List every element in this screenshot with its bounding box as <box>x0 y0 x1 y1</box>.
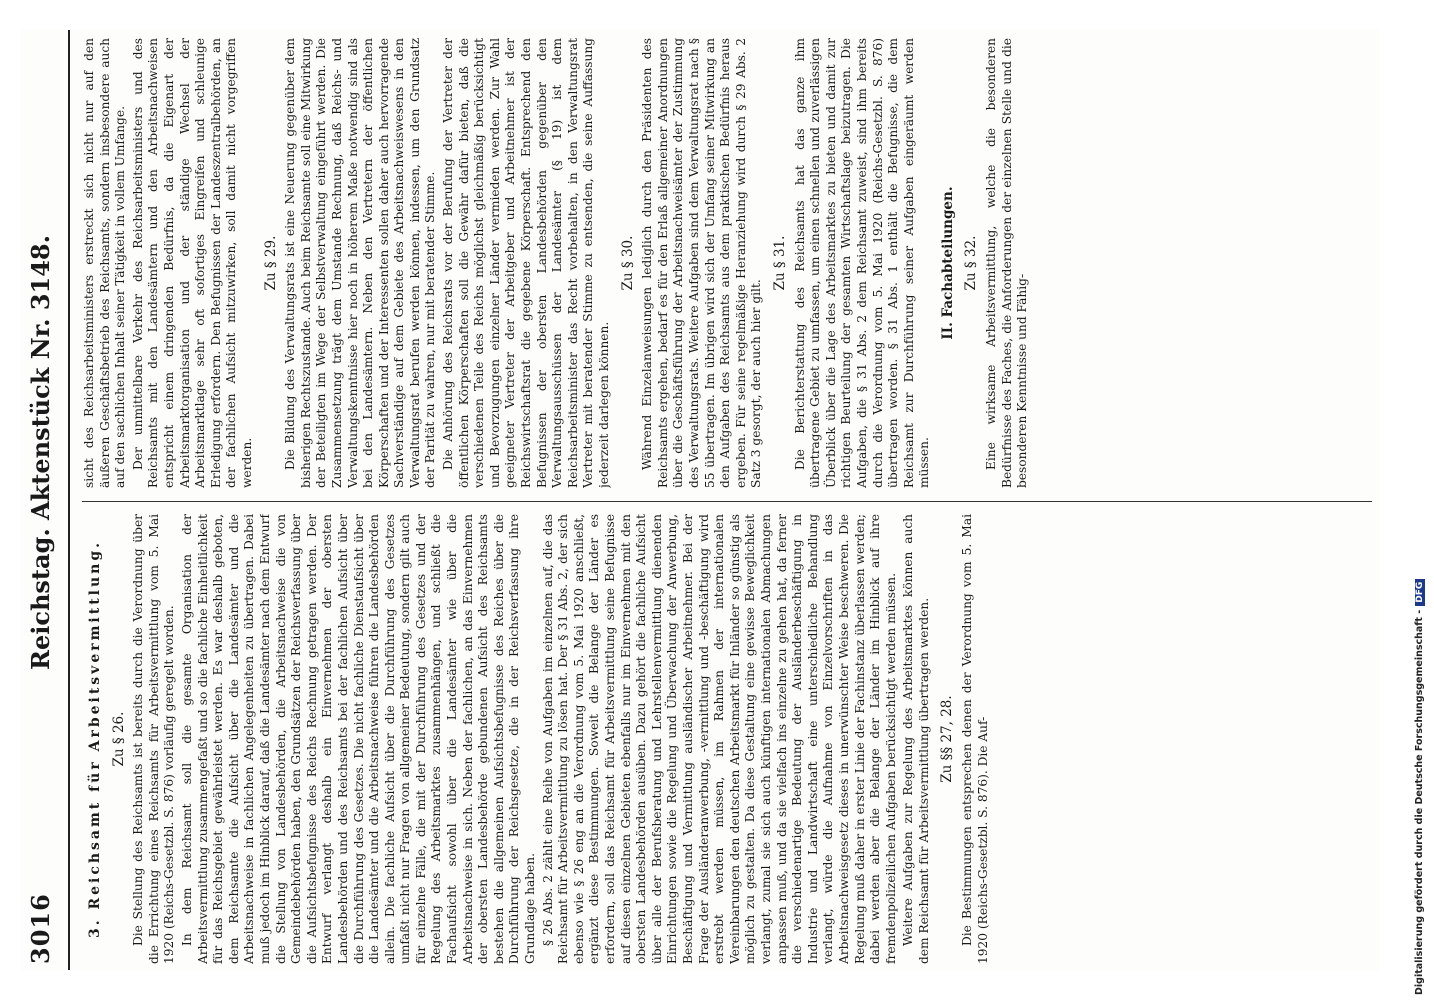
paragraph: Die Bestimmungen entsprechen denen der Verordnung vom 5. Mai 1920 (Reichs-Gesetzbl. S. 876). Die Auf- <box>960 514 990 964</box>
heading-par-26: Zu § 26. <box>110 711 127 767</box>
paragraph: Die Anhörung des Reichsrats vor der Berufung der Vertreter der öffentlichen Körperschaften soll die Gewähr dafür bieten, daß die verschiedenen Teile des Reichs möglichst gleichmäßig berücksichtigt und Bevorzugungen einzelner Länder vermieden werden. Zur Wahl geeigneter Vertreter der Arbeitgeber und Arbeitnehmer ist der Reichswirtschaftsrat die gegebene Körperschaft. Entsprechend den Befugnissen der obersten Landesbehörden gegenüber den Verwaltungsausschüssen der Landesämter (§ 19) ist dem Reichsarbeitsminister das Recht vorbehalten, in den Verwaltungsrat Vertreter mit beratender Stimme zu entsenden, die seine Auffassung jederzeit darlegen können. <box>441 38 611 488</box>
paragraph: Während Einzelanweisungen lediglich durch den Präsidenten des Reichsamts ergehen, bedarf es für den Erlaß allgemeiner Anordnungen über die Geschäftsführung der Arbeitsnachweisämter der Zustimmung des Verwaltungsrats. Weitere Aufgaben sind dem Verwaltungsrat nach § 55 übertragen. Im übrigen wird sich der Umfang seiner Mitwirkung an den Aufgaben des Reichsamts aus dem praktischen Bedürfnis heraus ergeben. Für seine regelmäßige Heranziehung wird durch § 29 Abs. 2 Satz 3 gesorgt, der auch hier gilt. <box>640 38 764 488</box>
page-number: 3016 <box>26 893 55 964</box>
paragraph: In dem Reichsamt soll die gesamte Organisation der Arbeitsvermittlung zusammengefaßt und so die fachliche Einheitlichkeit für das Reichsgebiet gewährleistet werden. Es war deshalb geboten, dem Reichsamte die Aufsicht über die Landesämter und die Arbeitsnachweise in fachlichen Angelegenheiten zu übertragen. Dabei muß jedoch im Hinblick darauf, daß die Landesämter nach dem Entwurf die Stellung von Landesbehörden, die Arbeitsnachweise die von Gemeindebehörden haben, den Grundsätzen der Reichsverfassung über die Aufsichtsbefugnisse des Reichs Rechnung getragen werden. Der Entwurf verlangt deshalb ein Einvernehmen der obersten Landesbehörden und des Reichsamts bei der fachlichen Aufsicht über die Durchführung des Gesetzes. Die nicht fachliche Dienstaufsicht über die Landesämter und die Arbeitsnachweise führen die Landesbehörden allein. Die fachliche Aufsicht über die Durchführung des Gesetzes umfaßt nicht nur Fragen von allgemeiner Bedeutung, sondern gilt auch für einzelne Fälle, die mit der Durchführung des Gesetzes und der Regelung des Arbeitsmarktes zusammenhängen, und schließt die Fachaufsicht sowohl über die Landesämter wie über die Arbeitsnachweise in sich. Neben der fachlichen, an das Einvernehmen der obersten Landesbehörde gebundenen Aufsicht des Reichsamts bestehen die allgemeinen Aufsichtsbefugnisse des Reiches über die Durchführung der Reichsgesetze, die in der Reichsverfassung ihre Grundlage haben. <box>179 514 538 964</box>
heading-par-32: Zu § 32. <box>963 235 980 291</box>
section-heading-ii: II. Fachabteilungen. <box>939 186 956 340</box>
page-header <box>20 30 70 970</box>
paragraph: Eine wirksame Arbeitsvermittlung, welche die besonderen Bedürfnisse des Faches, die Anforderungen der einzelnen Stelle und die besonderen Kenntnisse und Fähig- <box>984 38 1030 488</box>
dfg-logo: DFG <box>1415 579 1425 606</box>
column-divider <box>82 501 1372 502</box>
paragraph: Die Bildung des Verwaltungsrats ist eine Neuerung gegenüber dem bisherigen Rechtszustande. Auch beim Reichsamte soll eine Mitwirkung der Beteiligten im Wege der Selbstverwaltung eingeführt werden. Die Zusammensetzung trägt dem Umstande Rechnung, daß Reichs- und Verwaltungskenntnisse hier noch in höherem Maße notwendig sind als bei den Landesämtern. Neben den Vertretern der öffentlichen Körperschaften und der Interessenten sollen daher auch hervorragende Sachverständige auf dem Gebiete des Arbeitsnachweiswesens in den Verwaltungsrat berufen werden können, indessen, um den Grundsatz der Parität zu wahren, nur mit beratender Stimme. <box>283 38 438 488</box>
paragraph: Der unmittelbare Verkehr des Reichsarbeitsministers und des Reichsamts mit den Landesämtern und den Arbeitsnachweisen entspricht einem dringenden Bedürfnis, da die Eigenart der Arbeitsmarktorganisation und der ständige Wechsel der Arbeitsmarktlage sehr oft sofortiges Eingreifen und schleunige Erledigung erfordern. Den Befugnissen der Landeszentralbehörden, an der fachlichen Aufsicht mitzuwirken, soll damit nicht vorgegriffen werden. <box>130 38 254 488</box>
paragraph: sicht des Reichsarbeitsministers erstreckt sich nicht nur auf den äußeren Geschäftsbetrieb des Reichsamts, sondern insbesondere auch auf den sachlichen Inhalt seiner Tätigkeit in vollem Umfange. <box>82 38 128 488</box>
right-column <box>82 38 1372 488</box>
credit-text: Digitalisierung gefördert durch die Deutsche Forschungsgemeinschaft - <box>1414 609 1425 995</box>
heading-par-30: Zu § 30. <box>619 235 636 291</box>
paragraph: Die Stellung des Reichsamts ist bereits durch die Verordnung über die Errichtung eines Reichsamts für Arbeitsvermittlung vom 5. Mai 1920 (Reichs-Gesetzbl. S. 876) vorläufig geregelt worden. <box>131 514 177 964</box>
document-page <box>20 30 1380 970</box>
paragraph: Die Berichterstattung des Reichsamts hat das ganze ihm übertragene Gebiet zu umfassen, um einen schnellen und zuverlässigen Überblick über die Lage des Arbeitsmarktes zu bieten und damit zur richtigen Beurteilung der gesamten Wirtschaftslage beizutragen. Die Aufgaben, die § 31 Abs. 2 dem Reichsamt zuweist, sind ihm bereits durch die Verordnung vom 5. Mai 1920 (Reichs-Gesetzbl. S. 876) übertragen worden. § 31 Abs. 1 enthält die Befugnisse, die dem Reichsamt zur Durchführung seiner Aufgaben eingeräumt werden müssen. <box>792 38 932 488</box>
digitization-credit <box>1414 5 1425 995</box>
heading-par-31: Zu § 31. <box>771 235 788 291</box>
page-title: Reichstag. Aktenstück Nr. 3148. <box>26 235 55 670</box>
section-title: 3. Reichsamt für Arbeitsvermittlung. <box>87 539 103 939</box>
paragraph: Weitere Aufgaben zur Regelung des Arbeitsmarktes können auch dem Reichsamt für Arbeitsvermittlung übertragen werden. <box>901 514 931 964</box>
heading-par-29: Zu § 29. <box>262 235 279 291</box>
left-column <box>82 514 1372 964</box>
heading-par-27-28: Zu §§ 27, 28. <box>939 695 956 783</box>
text-columns <box>82 30 1372 970</box>
paragraph: § 26 Abs. 2 zählt eine Reihe von Aufgaben im einzelnen auf, die das Reichsamt für Arbeitsvermittlung zu lösen hat. Der § 31 Abs. 2, der sich ebenso wie § 26 eng an die Verordnung vom 5. Mai 1920 anschließt, ergänzt diese Bestimmungen. Soweit die Belange der Länder es erfordern, soll das Reichsamt für Arbeitsvermittlung seine Befugnisse auf diesen einzelnen Gebieten ebenfalls nur im Einvernehmen mit den obersten Landesbehörden ausüben. Dazu gehört die fachliche Aufsicht über alle der Berufsberatung und Lehrstellenvermittlung dienenden Einrichtungen sowie die Regelung und Überwachung der Anwerbung, Beschäftigung und Vermittlung ausländischer Arbeitnehmer. Bei der Frage der Ausländeranwerbung, -vermittlung und -beschäftigung wird erstrebt werden müssen, im Rahmen der internationalen Vereinbarungen den deutschen Arbeitsmarkt für Inländer so günstig als möglich zu gestalten. Da diese Gestaltung eine gewisse Beweglichkeit verlangt, zumal sie sich auch künftigen internationalen Abmachungen anpassen muß, und da sie vielfach ins einzelne zu gehen hat, da ferner die verschiedenartige Bedeutung der Ausländerbeschäftigung in Industrie und Landwirtschaft eine unterschiedliche Behandlung verlangt, würde die Aufnahme von Einzelvorschriften in das Arbeitsnachweisgesetz dieses in unerwünschter Weise beschweren. Die Regelung muß daher in erster Linie der Fachinstanz überlassen werden; dabei werden aber die Belange der Länder im Hinblick auf ihre fremdenpolizeilichen Aufgaben berücksichtigt werden müssen. <box>540 514 898 964</box>
